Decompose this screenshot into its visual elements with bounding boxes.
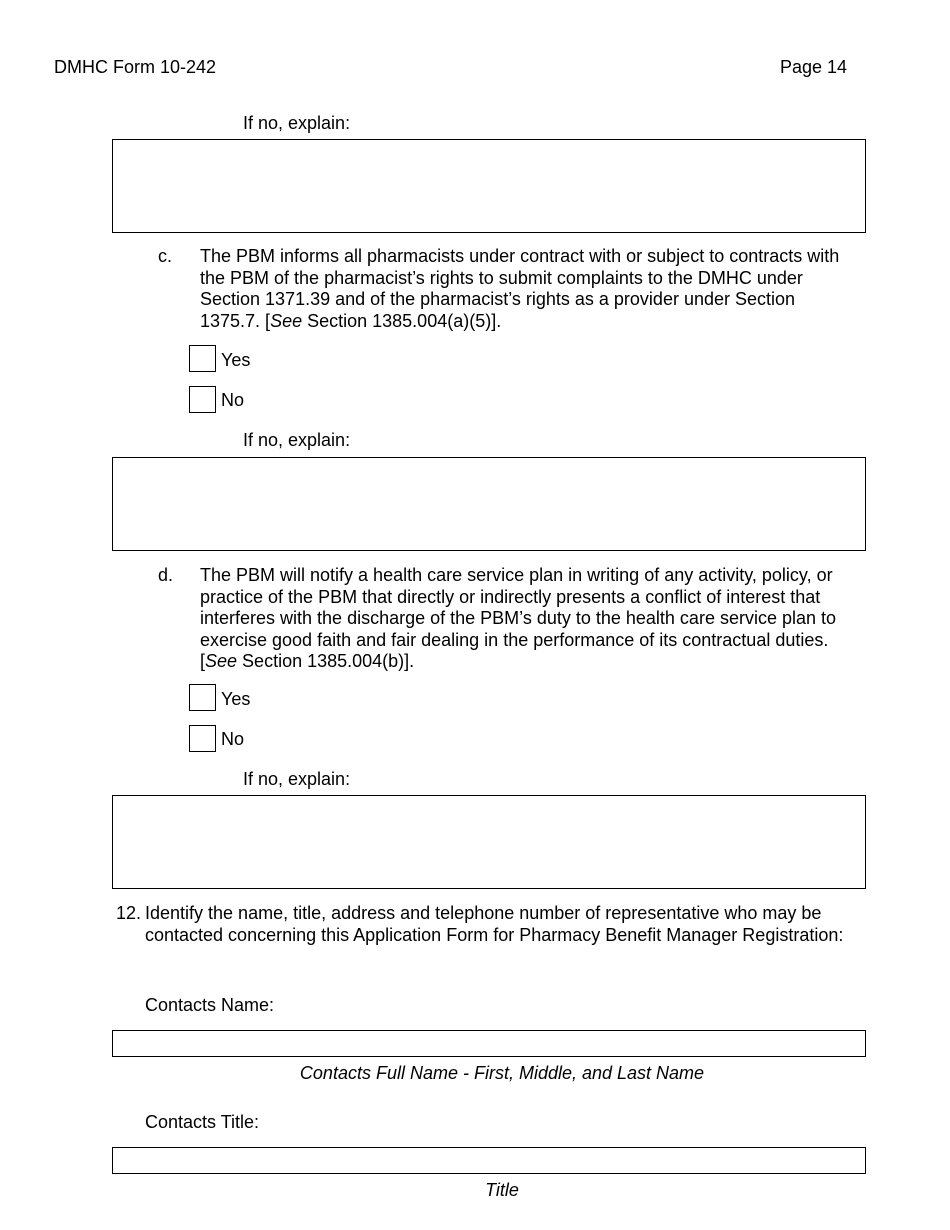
item-c-no-checkbox[interactable] (189, 386, 216, 413)
item-12-number: 12. (116, 903, 142, 923)
item-d-explain-textbox[interactable] (112, 795, 866, 889)
explain-textbox-b[interactable] (112, 139, 866, 233)
item-d-yes-label: Yes (221, 689, 251, 709)
item-c-explain-textbox[interactable] (112, 457, 866, 551)
contact-title-caption: Title (485, 1180, 519, 1200)
item-c-explain-label: If no, explain: (243, 430, 351, 450)
item-d-letter: d. (158, 565, 174, 585)
contact-name-input[interactable] (112, 1030, 866, 1057)
item-c-no-label: No (221, 390, 245, 410)
item-c-letter: c. (158, 246, 173, 266)
contact-title-label: Contacts Title: (145, 1112, 260, 1132)
item-d-explain-label: If no, explain: (243, 769, 351, 789)
item-d-no-checkbox[interactable] (189, 725, 216, 752)
explain-label: If no, explain: (243, 113, 351, 133)
item-d-text: The PBM will notify a health care service plan in writing of any activity, policy, or practice of the PBM that directly or indirectly presents a conflict of interest that interferes with the discharge of the PBM’s duty to the health care service plan to exercise good faith and fair dealing in the performance of its contractual duties. [See Section 1385.004(b)]. (200, 565, 837, 671)
contact-name-caption: Contacts Full Name - First, Middle, and Last Name (299, 1063, 705, 1083)
item-c-yes-label: Yes (221, 350, 251, 370)
item-c-yes-checkbox[interactable] (189, 345, 216, 372)
contact-title-input[interactable] (112, 1147, 866, 1174)
item-d-yes-checkbox[interactable] (189, 684, 216, 711)
page-number: Page 14 (780, 57, 848, 77)
form-id: DMHC Form 10-242 (54, 57, 217, 77)
item-d-no-label: No (221, 729, 245, 749)
contact-name-label: Contacts Name: (145, 995, 275, 1015)
item-12-text: Identify the name, title, address and telephone number of representative who may be contacted concerning this Application Form for Pharmacy Benefit Manager Registration: (145, 903, 844, 945)
item-c-text: The PBM informs all pharmacists under contract with or subject to contracts with the PBM of the pharmacist’s rights to submit complaints to the DMHC under Section 1371.39 and of the pharmacist’s rights as a provider under Section 1375.7. [See Section 1385.004(a)(5)]. (200, 246, 840, 331)
